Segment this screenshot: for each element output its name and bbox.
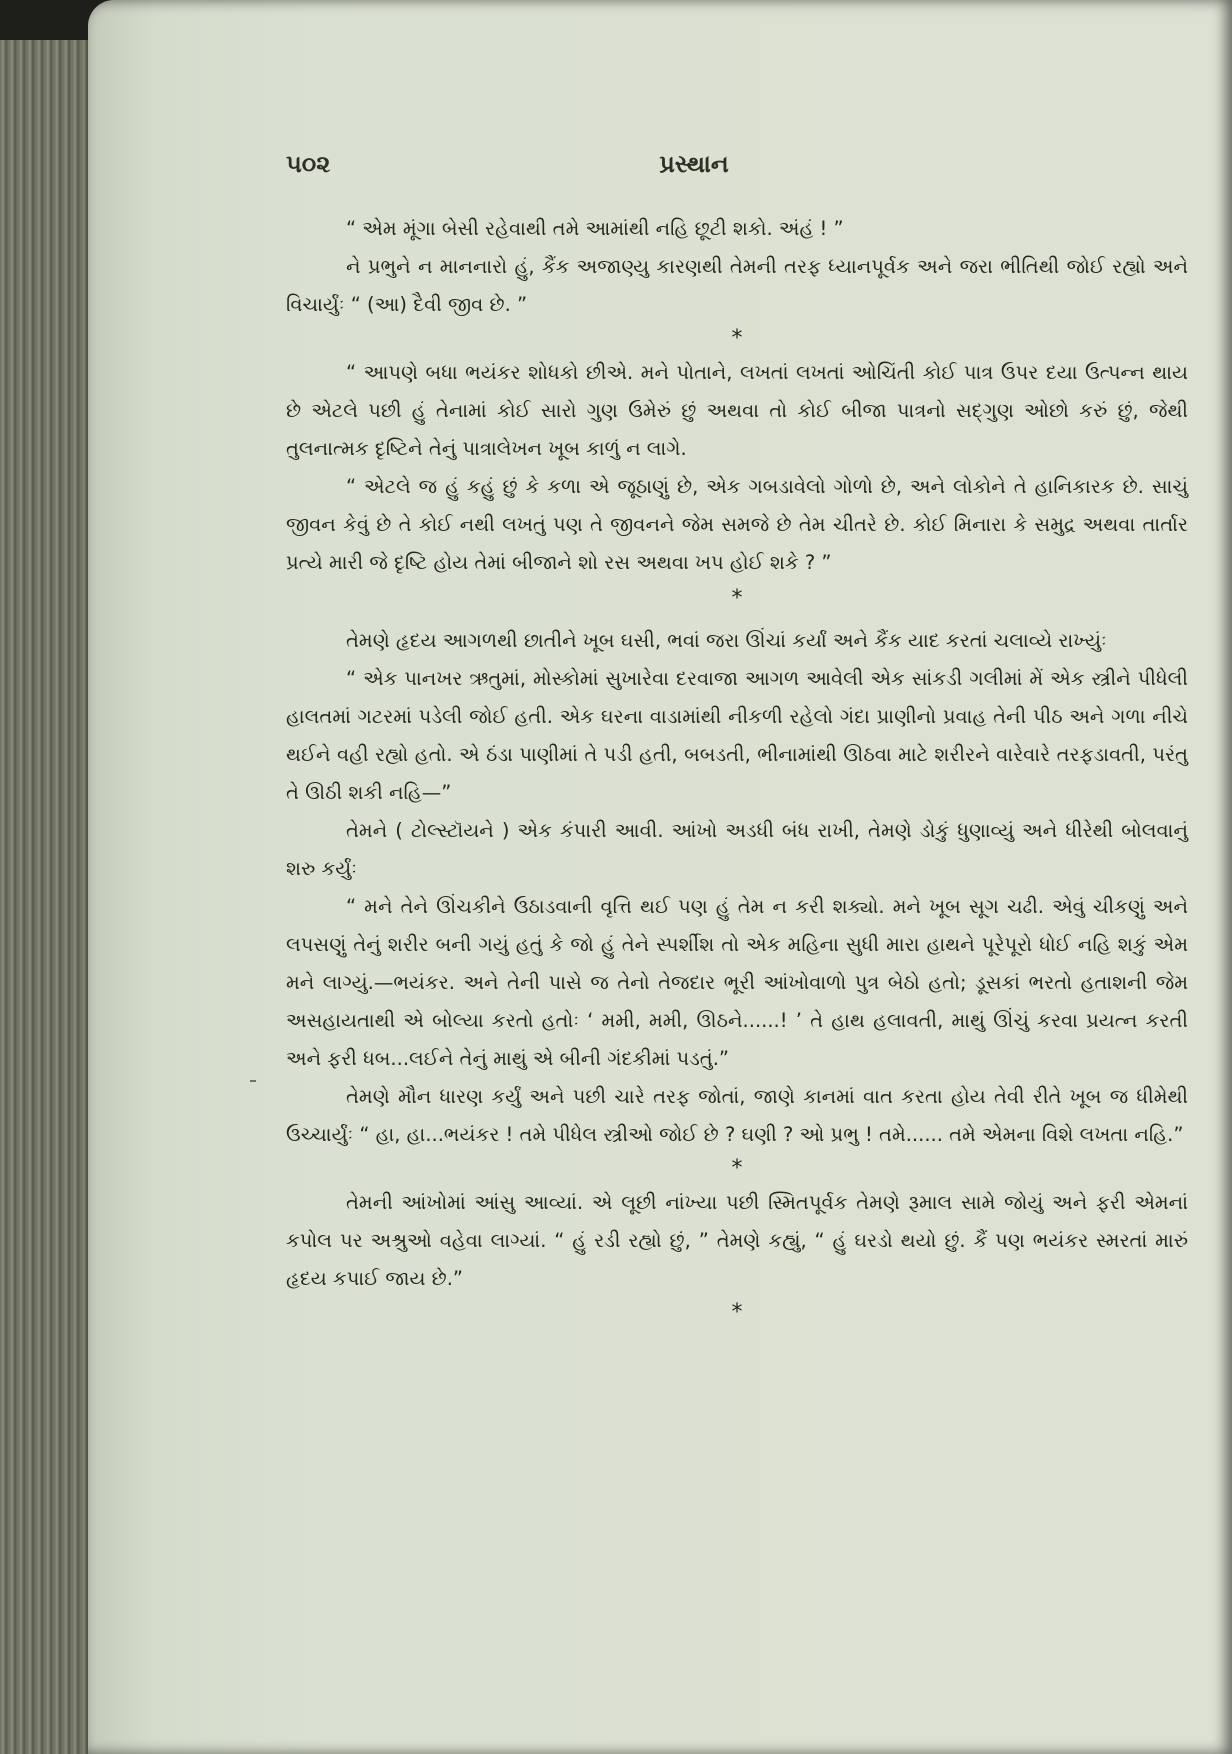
paragraph: તેમણે હૃદય આગળથી છાતીને ખૂબ ઘસી, ભવાં જરા ઊંચાં કર્યાં અને કૈંક યાદ કરતાં ચલાવ્યે રાખ્યુંઃ [346, 629, 1107, 652]
paragraph: “ આપણે બધા ભયંકર શોધકો છીએ. મને પોતાને, લખતાં લખતાં ઓચિંતી કોઈ પાત્ર ઉપર દયા ઉત્પન્ન થાય છે એટલે પછી હું તેનામાં કોઈ સારો ગુણ ઉમેરું છું અથવા તો કોઈ બીજા પાત્રનો સદ્ગુણ ઓછો કરું છું, જેથી તુલનાત્મક દૃષ્ટિને તેનું પાત્રાલેખન ખૂબ કાળું ન લાગે. [286, 361, 1188, 460]
page-mark [250, 1080, 256, 1082]
section-separator: * [731, 1300, 743, 1325]
running-title: પ્રસ્થાન [659, 150, 729, 178]
section-separator: * [731, 1156, 743, 1181]
body-text [286, 210, 1188, 1328]
section-separator: * [731, 326, 743, 351]
paragraph: “ એક પાનખર ઋતુમાં, મોસ્કોમાં સુખારેવા દરવાજા આગળ આવેલી એક સાંકડી ગલીમાં મેં એક સ્ત્રીને પીધેલી હાલતમાં ગટરમાં પડેલી જોઈ હતી. એક ઘરના વાડામાંથી નીકળી રહેલો ગંદા પ્રાણીનો પ્રવાહ તેની પીઠ અને ગળા નીચે થઈને વહી રહ્યો હતો. એ ઠંડા પાણીમાં તે પડી હતી, બબડતી, ભીનામાંથી ઊઠવા માટે શરીરને વારેવારે તરફડાવતી, પરંતુ તે ઊઠી શકી નહિ—” [286, 667, 1188, 804]
paragraph: તેમની આંખોમાં આંસુ આવ્યાં. એ લૂછી નાંખ્યા પછી સ્મિતપૂર્વક તેમણે રૂમાલ સામે જોયું અને ફરી એમનાં કપોલ પર અશ્રુઓ વહેવા લાગ્યાં. “ હું રડી રહ્યો છું, ” તેમણે કહ્યું, “ હું ઘરડો થયો છું. કૈં પણ ભયંકર સ્મરતાં મારું હૃદય કપાઈ જાય છે.” [286, 1191, 1188, 1290]
page-header [196, 150, 1192, 190]
paragraph: તેમને ( ટોલ્સ્ટૉયને ) એક કંપારી આવી. આંખો અડધી બંધ રાખી, તેમણે ડોકું ધુણાવ્યું અને ધીરેથી બોલવાનું શરુ કર્યુંઃ [286, 819, 1188, 880]
paragraph: તેમણે મૌન ધારણ કર્યું અને પછી ચારે તરફ જોતાં, જાણે કાનમાં વાત કરતા હોય તેવી રીતે ખૂબ જ ધીમેથી ઉચ્ચાર્યુંઃ “ હા, હા...ભયંકર ! તમે પીધેલ સ્ત્રીઓ જોઈ છે ? ઘણી ? ઓ પ્રભુ ! તમે...... તમે એમના વિશે લખતા નહિ.” [286, 1085, 1188, 1146]
section-separator: * [731, 586, 743, 611]
paragraph: “ એટલે જ હું કહું છું કે કળા એ જૂઠાણું છે, એક ગબડાવેલો ગોળો છે, અને લોકોને તે હાનિકારક છે. સાચું જીવન કેવું છે તે કોઈ નથી લખતું પણ તે જીવનને જેમ સમજે છે તેમ ચીતરે છે. કોઈ મિનારા કે સમુદ્ર અથવા તાર્તાર પ્રત્યે મારી જે દૃષ્ટિ હોય તેમાં બીજાને શો રસ અથવા ખપ હોઈ શકે ? ” [286, 475, 1188, 574]
paragraph: “ મને તેને ઊંચકીને ઉઠાડવાની વૃત્તિ થઈ પણ હું તેમ ન કરી શક્યો. મને ખૂબ સૂગ ચઢી. એવું ચીકણું અને લપસણું તેનું શરીર બની ગયું હતું કે જો હું તેને સ્પર્શીશ તો એક મહિના સુધી મારા હાથને પૂરેપૂરો ધોઈ નહિ શકું એમ મને લાગ્યું.—ભયંકર. અને તેની પાસે જ તેનો તેજદાર ભૂરી આંખોવાળો પુત્ર બેઠો હતો; ડૂસકાં ભરતો હતાશની જેમ અસહાયતાથી એ બોલ્યા કરતો હતોઃ ‘ મમી, મમી, ઊઠને......! ’ તે હાથ હલાવતી, માથું ઊંચું કરવા પ્રયત્ન કરતી અને ફરી ધબ...લઈને તેનું માથું એ બીની ગંદકીમાં પડતું.” [286, 895, 1188, 1070]
paragraph: “ એમ મૂંગા બેસી રહેવાથી તમે આમાંથી નહિ છૂટી શકો. અંહં ! ” [346, 217, 844, 240]
page-number: ૫૦૨ [286, 150, 331, 178]
paragraph: ને પ્રભુને ન માનનારો હું, કૈંક અજાણ્યુ કારણથી તેમની તરફ ધ્યાનપૂર્વક અને જરા ભીતિથી જોઈ રહ્યો અને વિચાર્યુંઃ “ (આ) દૈવી જીવ છે. ” [286, 255, 1188, 316]
